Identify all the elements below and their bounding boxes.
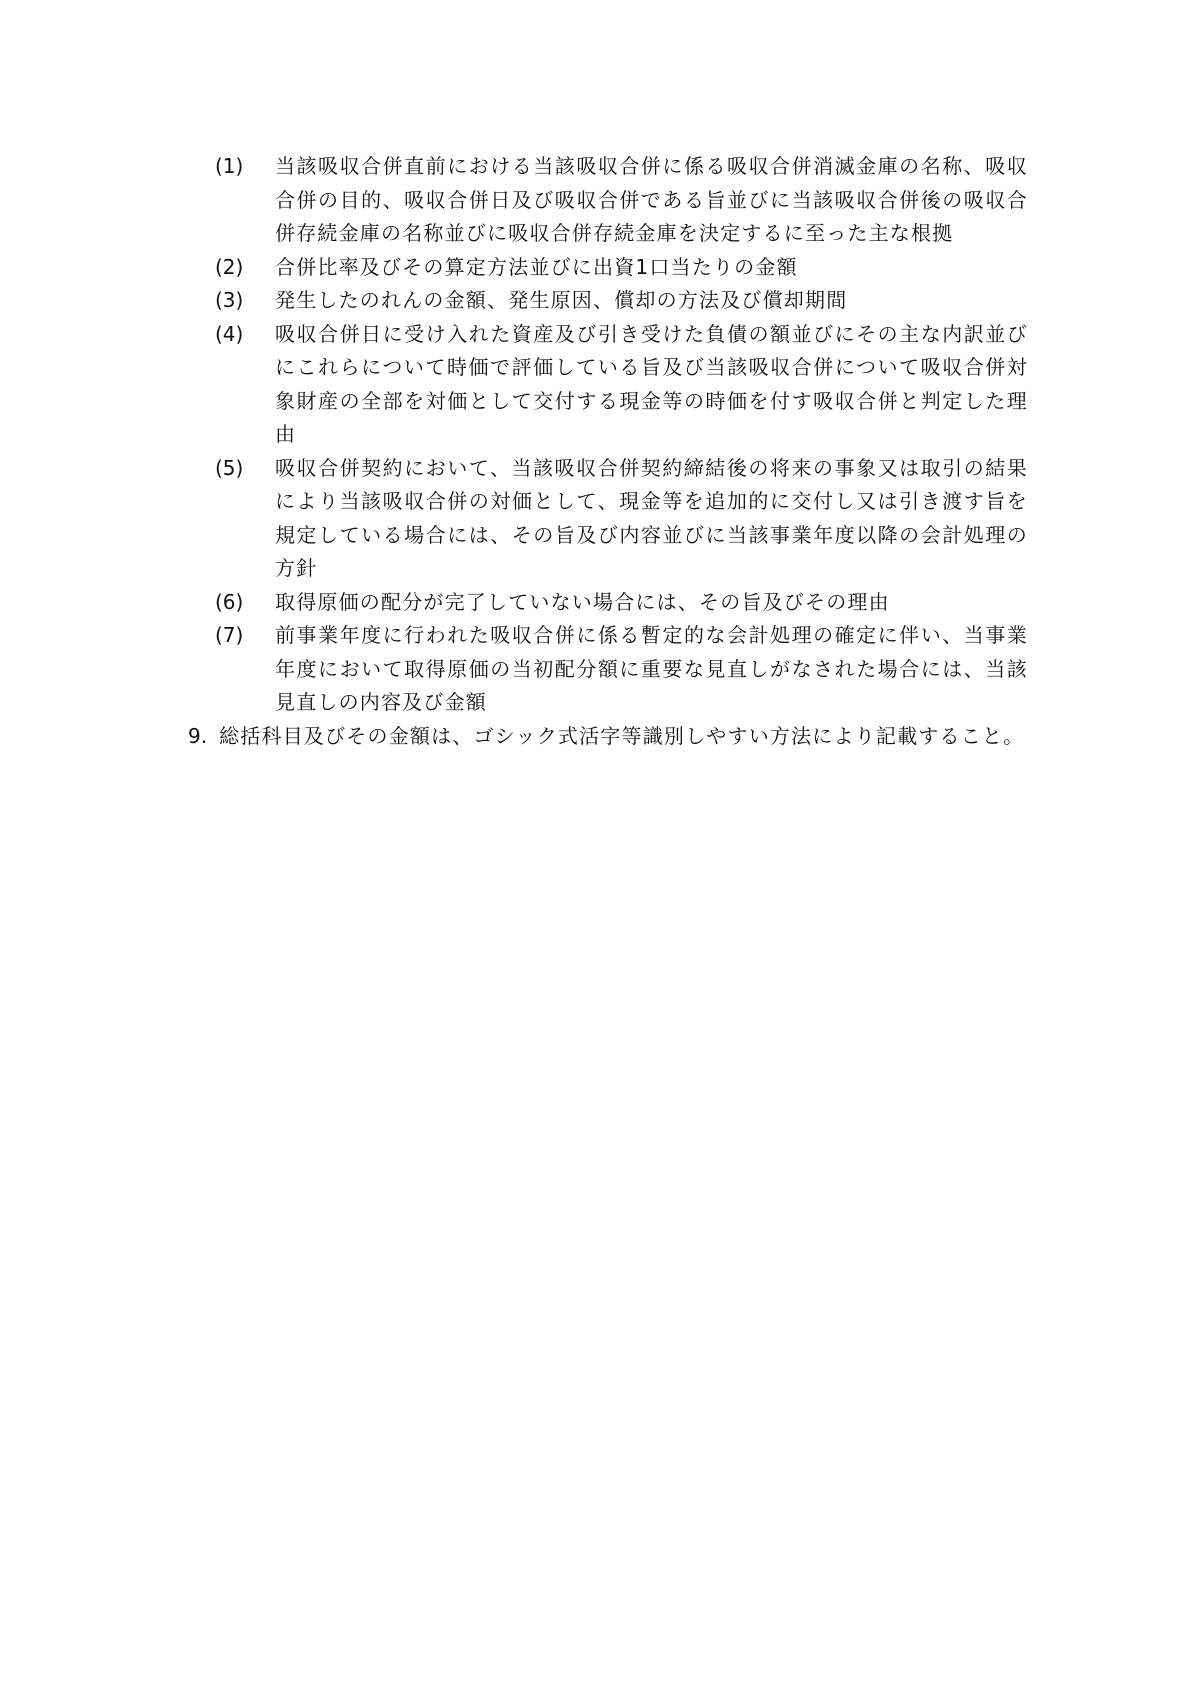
section-text: 総括科目及びその金額は、ゴシック式活字等識別しやすい方法により記載すること。 (219, 723, 1025, 748)
item-number: (6) (215, 589, 244, 614)
list-item-7 (215, 619, 1028, 720)
item-text: 吸収合併日に受け入れた資産及び引き受けた負債の額並びにその主な内訳並びにこれらについて時価で評価している旨及び当該吸収合併について吸収合併対象財産の全部を対価として交付する現金等の時価を付す吸収合併と判定した理由 (275, 321, 1028, 446)
list-item-2 (215, 251, 1028, 285)
document-body (188, 150, 1028, 753)
list-item-4 (215, 318, 1028, 452)
list-item-1 (215, 150, 1028, 251)
item-number: (2) (215, 254, 244, 279)
list-item-5 (215, 452, 1028, 586)
section-number: 9. (188, 723, 208, 748)
list-item-6 (215, 586, 1028, 620)
item-text: 取得原価の配分が完了していない場合には、その旨及びその理由 (275, 589, 890, 614)
item-number: (7) (215, 623, 244, 647)
section-9 (188, 720, 1028, 754)
item-number: (5) (215, 455, 244, 480)
item-number: (3) (215, 288, 244, 312)
item-number: (4) (215, 321, 244, 346)
item-text: 前事業年度に行われた吸収合併に係る暫定的な会計処理の確定に伴い、当事業年度において取得原価の当初配分額に重要な見直しがなされた場合には、当該見直しの内容及び金額 (275, 623, 1028, 714)
item-text: 発生したのれんの金額、発生原因、償却の方法及び償却期間 (275, 288, 848, 312)
item-text: 合併比率及びその算定方法並びに出資1口当たりの金額 (275, 254, 798, 279)
item-text: 当該吸収合併直前における当該吸収合併に係る吸収合併消滅金庫の名称、吸収合併の目的、吸収合併日及び吸収合併である旨並びに当該吸収合併後の吸収合併存続金庫の名称並びに吸収合併存続金庫を決定するに至った主な根拠 (275, 154, 1028, 245)
item-text: 吸収合併契約において、当該吸収合併契約締結後の将来の事象又は取引の結果により当該吸収合併の対価として、現金等を追加的に交付し又は引き渡す旨を規定している場合には、その旨及び内容並びに当該事業年度以降の会計処理の方針 (275, 455, 1028, 580)
list-item-3 (215, 284, 1028, 318)
item-number: (1) (215, 154, 244, 178)
